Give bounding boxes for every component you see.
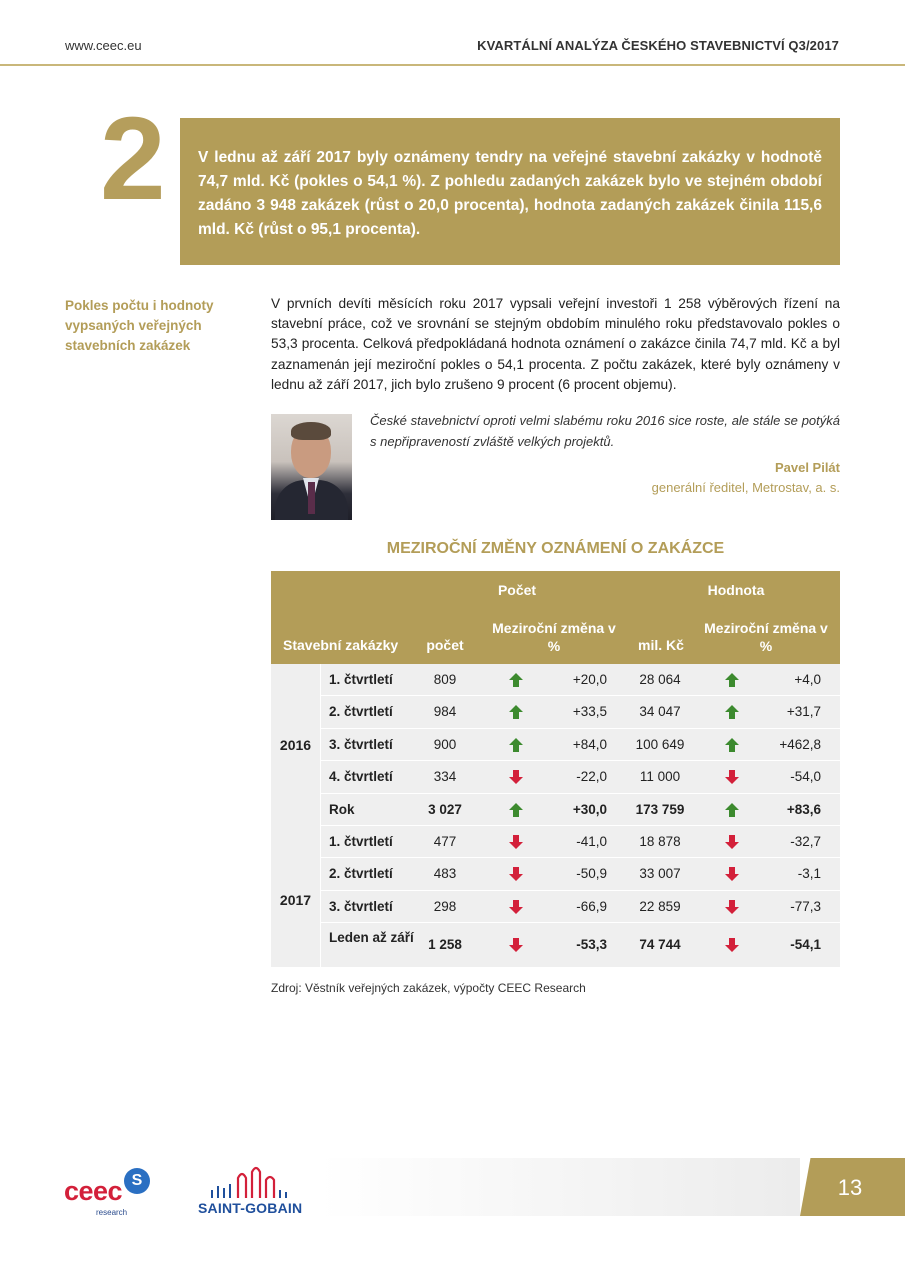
arrow-up-icon xyxy=(509,738,523,752)
table-row xyxy=(321,826,840,858)
row-count-change: -41,0 xyxy=(576,833,607,849)
row-count: 483 xyxy=(433,866,457,882)
quote-role: generální ředitel, Metrostav, a. s. xyxy=(651,480,840,495)
row-count: 334 xyxy=(433,769,457,785)
table-row xyxy=(321,923,840,967)
row-count-arrow xyxy=(509,770,523,784)
arrow-down-icon xyxy=(725,900,739,914)
row-count: 298 xyxy=(433,898,457,914)
arrow-up-icon xyxy=(725,803,739,817)
row-value: 100 649 xyxy=(635,736,685,752)
row-count-arrow xyxy=(509,835,523,849)
row-count-change: -66,9 xyxy=(576,898,607,914)
row-count-change: -50,9 xyxy=(576,866,607,882)
row-value-arrow xyxy=(725,770,739,784)
arrow-up-icon xyxy=(509,803,523,817)
row-count-change: -53,3 xyxy=(576,937,607,953)
row-count-arrow xyxy=(509,803,523,817)
row-value: 33 007 xyxy=(639,866,681,882)
row-value-arrow xyxy=(725,705,739,719)
row-value-change: -3,1 xyxy=(797,866,821,882)
saint-gobain-building-icon xyxy=(198,1166,313,1200)
table-title: MEZIROČNÍ ZMĚNY OZNÁMENÍ O ZAKÁZCE xyxy=(386,540,725,557)
row-count-change: -22,0 xyxy=(576,769,607,785)
row-count-change: +33,5 xyxy=(572,704,607,720)
header-change-count: Meziroční změna v % xyxy=(492,620,616,654)
arrow-down-icon xyxy=(509,867,523,881)
quote-text: České stavebnictví oproti velmi slabému roku 2016 sice roste, ale stále se potýká s nepřipraveností zvláště velkých projektů. xyxy=(370,413,840,449)
table-header xyxy=(271,571,840,664)
arrow-up-icon xyxy=(509,705,523,719)
header-url[interactable]: www.ceec.eu xyxy=(65,38,142,53)
row-count-change: +20,0 xyxy=(572,672,607,687)
portrait-photo xyxy=(271,414,352,520)
row-count: 809 xyxy=(433,672,457,687)
row-value: 18 878 xyxy=(639,833,681,849)
row-value: 173 759 xyxy=(635,801,685,817)
row-count-arrow xyxy=(509,738,523,752)
header-value: mil. Kč xyxy=(638,637,684,653)
ceec-logo-icon: S xyxy=(124,1168,150,1194)
row-count-arrow xyxy=(509,705,523,719)
row-label: 3. čtvrtletí xyxy=(329,898,393,914)
header-count: počet xyxy=(426,637,464,653)
header-group-value: Hodnota xyxy=(707,582,765,598)
row-label: 4. čtvrtletí xyxy=(329,769,393,785)
row-value-arrow xyxy=(725,835,739,849)
row-value: 74 744 xyxy=(639,937,681,953)
row-value-change: +4,0 xyxy=(794,672,821,687)
year-2016-label: 2016 xyxy=(271,664,321,826)
row-count-arrow xyxy=(509,900,523,914)
header-construction: Stavební zakázky xyxy=(283,637,399,653)
row-value-arrow xyxy=(725,900,739,914)
table-row xyxy=(321,696,840,728)
row-count: 3 027 xyxy=(428,801,462,817)
header-title: KVARTÁLNÍ ANALÝZA ČESKÉHO STAVEBNICTVÍ Q3/2017 xyxy=(477,38,839,53)
row-label: Rok xyxy=(329,801,355,817)
arrow-down-icon xyxy=(725,867,739,881)
saint-gobain-logo xyxy=(198,1166,313,1218)
row-value: 28 064 xyxy=(639,672,681,687)
table-body xyxy=(271,664,840,967)
header-group-count: Počet xyxy=(497,582,537,598)
row-value: 11 000 xyxy=(639,769,681,785)
arrow-up-icon xyxy=(725,673,739,687)
arrow-down-icon xyxy=(725,938,739,952)
row-count-arrow xyxy=(509,673,523,687)
arrow-down-icon xyxy=(509,938,523,952)
row-label: 1. čtvrtletí xyxy=(329,672,393,687)
arrow-down-icon xyxy=(509,900,523,914)
body-paragraph: V prvních devíti měsících roku 2017 vypsali veřejní investoři 1 258 výběrových řízení na stavební práce, což ve srovnání se stejným obdobím minulého roku představovalo pokles o 53,3 procenta. Celková předpokládaná hodnota oznámení o zakázce činila 74,7 mld. Kč a byl zaznamenán její meziroční pokles o 54,1 procenta. Z počtu zakázek, které byly oznámeny v lednu až září 2017, jich bylo zrušeno 9 procent (6 procent objemu). xyxy=(271,296,840,392)
row-value-change: -32,7 xyxy=(790,833,821,849)
row-count-arrow xyxy=(509,867,523,881)
arrow-up-icon xyxy=(509,673,523,687)
row-value: 22 859 xyxy=(639,898,681,914)
table-row xyxy=(321,664,840,696)
ceec-logo-text: ceec xyxy=(64,1176,123,1206)
ceec-logo xyxy=(64,1168,154,1218)
row-value-arrow xyxy=(725,938,739,952)
table-row xyxy=(321,794,840,826)
row-label: 3. čtvrtletí xyxy=(329,736,393,752)
table-row xyxy=(321,891,840,923)
row-value-change: +462,8 xyxy=(779,736,821,752)
row-value: 34 047 xyxy=(639,704,681,720)
changes-table xyxy=(271,571,840,967)
year-2017-label: 2017 xyxy=(271,826,321,967)
row-value-change: +31,7 xyxy=(786,704,821,720)
row-value-change: -54,0 xyxy=(790,769,821,785)
row-count-arrow xyxy=(509,938,523,952)
row-label: 2. čtvrtletí xyxy=(329,704,393,720)
saint-gobain-logo-text: SAINT-GOBAIN xyxy=(198,1200,303,1216)
row-count: 984 xyxy=(433,704,457,720)
arrow-down-icon xyxy=(509,770,523,784)
side-heading: Pokles počtu i hodnoty vypsaných veřejných stavebních zakázek xyxy=(65,298,214,353)
row-value-change: -54,1 xyxy=(790,937,821,953)
row-label: 2. čtvrtletí xyxy=(329,866,393,882)
arrow-down-icon xyxy=(725,835,739,849)
row-count: 900 xyxy=(433,736,457,752)
page-number: 13 xyxy=(837,1175,863,1200)
arrow-up-icon xyxy=(725,738,739,752)
row-label: Leden až září xyxy=(329,930,414,946)
table-row xyxy=(321,761,840,793)
row-count-change: +30,0 xyxy=(572,801,607,817)
ceec-logo-sub: research xyxy=(96,1208,128,1217)
row-value-arrow xyxy=(725,738,739,752)
row-value-arrow xyxy=(725,673,739,687)
footer-band xyxy=(320,1158,800,1216)
row-count: 1 258 xyxy=(428,937,462,953)
arrow-up-icon xyxy=(725,705,739,719)
row-value-arrow xyxy=(725,803,739,817)
section-number: 2 xyxy=(100,93,166,225)
row-count: 477 xyxy=(433,833,457,849)
row-label: 1. čtvrtletí xyxy=(329,833,393,849)
row-value-arrow xyxy=(725,867,739,881)
table-row xyxy=(321,858,840,890)
table-row xyxy=(321,729,840,761)
row-value-change: +83,6 xyxy=(786,801,821,817)
page-header xyxy=(0,0,905,66)
source-note: Zdroj: Věstník veřejných zakázek, výpočty CEEC Research xyxy=(271,981,586,995)
arrow-down-icon xyxy=(509,835,523,849)
arrow-down-icon xyxy=(725,770,739,784)
row-count-change: +84,0 xyxy=(572,736,607,752)
header-change-value: Meziroční změna v % xyxy=(704,620,828,654)
row-value-change: -77,3 xyxy=(790,898,821,914)
quote-author: Pavel Pilát xyxy=(774,460,840,475)
highlight-box: V lednu až září 2017 byly oznámeny tendry na veřejné stavební zakázky v hodnotě 74,7 mld. Kč (pokles o 54,1 %). Z pohledu zadaných zakázek bylo ve stejném období zadáno 3 948 zakázek (růst o 20,0 procenta), hodnota zadaných zakázek činila 115,6 mld. Kč (růst o 95,1 procenta). xyxy=(180,118,840,265)
